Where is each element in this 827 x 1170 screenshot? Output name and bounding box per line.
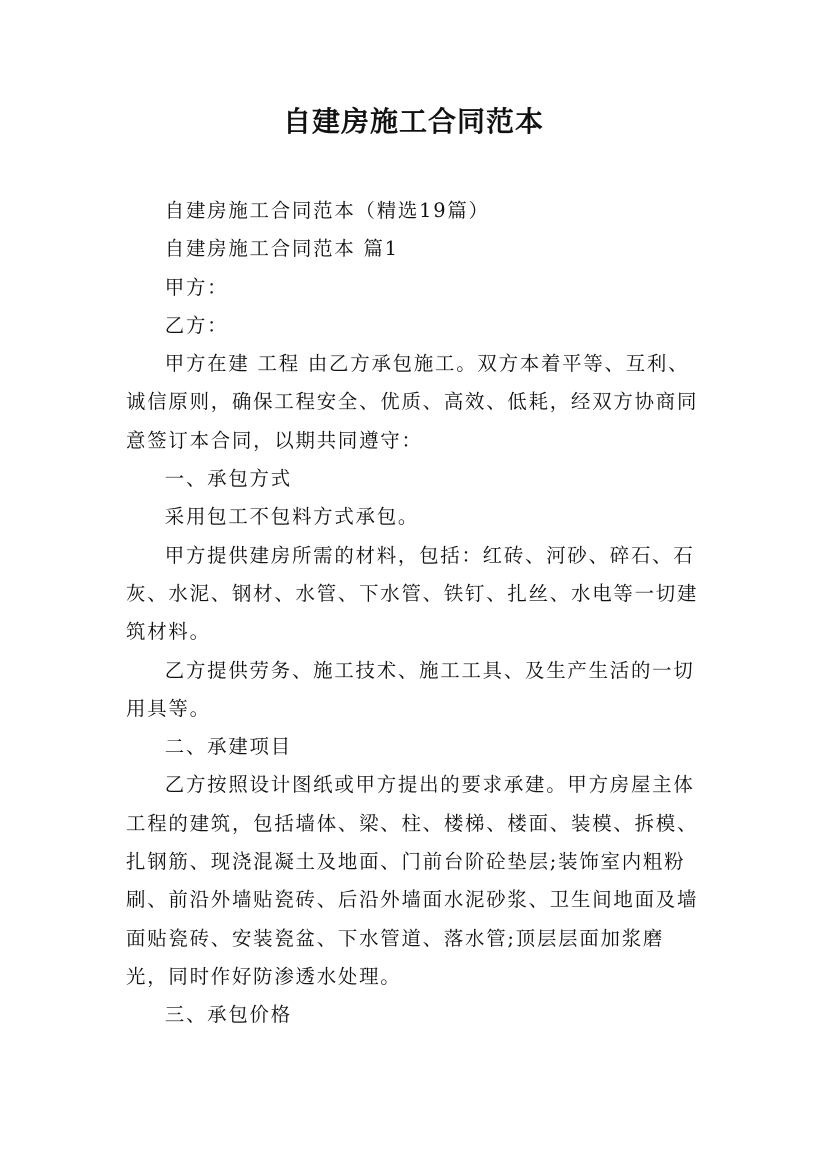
paragraph-project-items: 乙方按照设计图纸或甲方提出的要求承建。甲方房屋主体工程的建筑，包括墙体、梁、柱、楼梯、楼面、装模、拆模、扎钢筋、现浇混凝土及地面、门前台阶砼垫层;装饰室内粗粉刷、前沿外墙贴瓷砖、后沿外墙面水泥砂浆、卫生间地面及墙面贴瓷砖、安装瓷盆、下水管道、落水管;顶层层面加浆磨光，同时作好防渗透水处理。: [126, 773, 699, 988]
document-body: [126, 192, 706, 1035]
document-title: 自建房施工合同范本: [282, 105, 544, 138]
paragraph-materials: 甲方提供建房所需的材料，包括：红砖、河砂、碎石、石灰、水泥、钢材、水管、下水管、铁钉、扎丝、水电等一切建筑材料。: [126, 543, 699, 644]
heading-contract-price: 三、承包价格: [164, 1003, 292, 1027]
paragraph-section-title: 自建房施工合同范本 篇1: [164, 237, 399, 261]
paragraph-labor: 乙方提供劳务、施工技术、施工工具、及生产生活的一切用具等。: [126, 658, 695, 720]
paragraph-party-b: 乙方：: [164, 313, 229, 337]
paragraph-subtitle: 自建房施工合同范本（精选19篇）: [164, 199, 490, 222]
heading-project-items: 二、承建项目: [164, 735, 292, 759]
paragraph-party-a: 甲方：: [164, 275, 229, 299]
heading-contract-method: 一、承包方式: [164, 467, 292, 491]
paragraph-contract-method: 采用包工不包料方式承包。: [164, 505, 420, 529]
paragraph-intro: 甲方在建 工程 由乙方承包施工。双方本着平等、互利、诚信原则，确保工程安全、优质、高效、低耗，经双方协商同意签订本合同，以期共同遵守：: [126, 352, 699, 452]
